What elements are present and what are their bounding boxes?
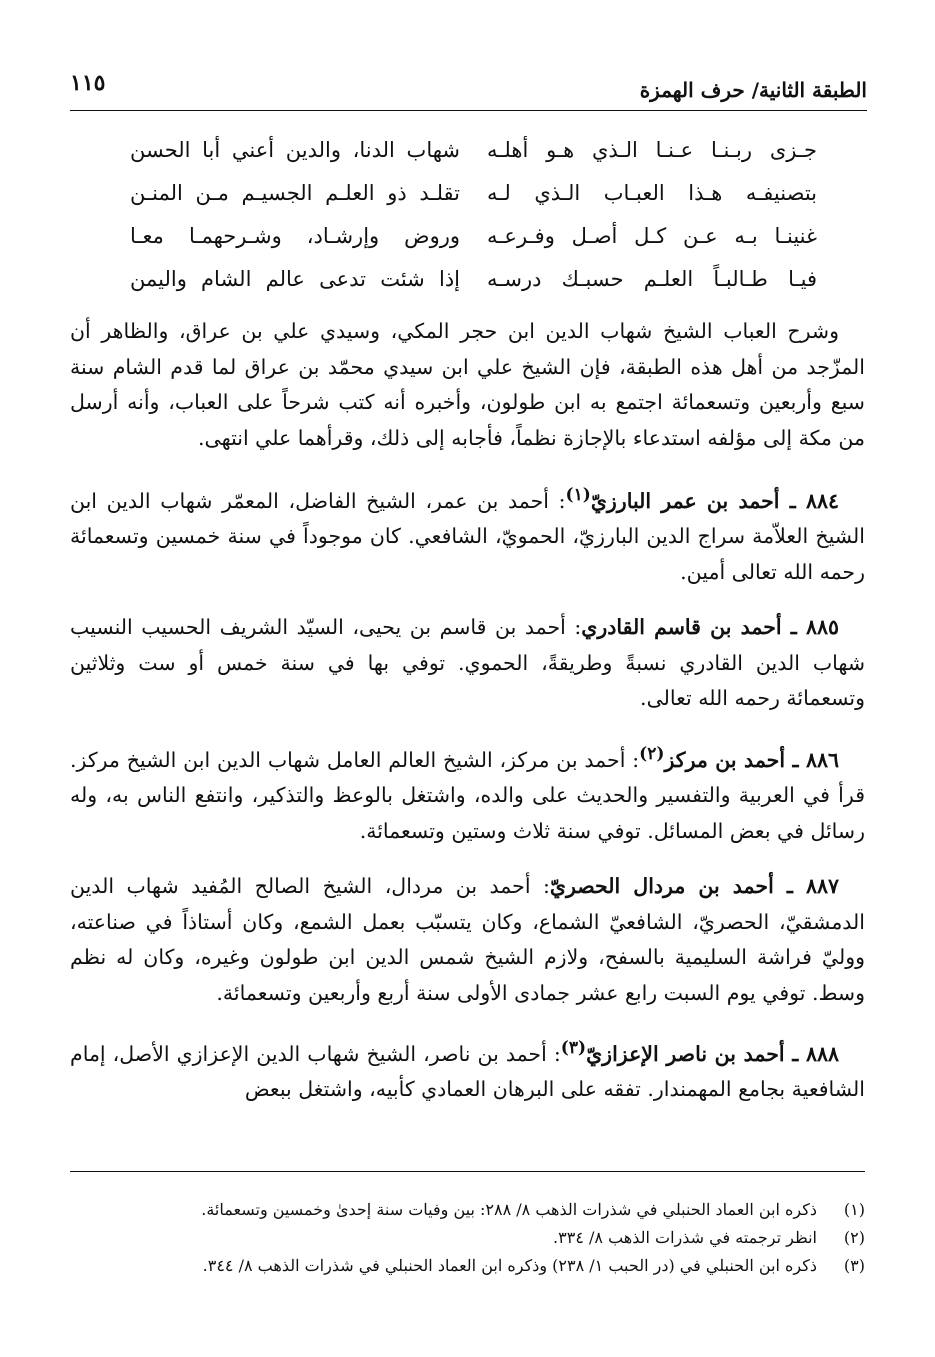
footnote-text: ذكره ابن الحنبلي في (در الحبب ١/ ٢٣٨) وذكره ابن العماد الحنبلي في شذرات الذهب ٨/ ٣٤٤.: [202, 1256, 817, 1275]
footnote-text: انظر ترجمته في شذرات الذهب ٨/ ٣٣٤.: [553, 1228, 817, 1247]
entry-number: ٨٨٦ ـ: [792, 747, 839, 772]
footnote-text: ذكره ابن العماد الحنبلي في شذرات الذهب ٨/ ٢٨٨: بين وفيات سنة إحدىٰ وخمسين وتسعمائة.: [201, 1200, 817, 1219]
verse-first-hemistich: جـزى ربـنـا عـنـا الـذي هـو أهلـه: [487, 138, 817, 162]
entry-text: : أحمد بن عمر، الشيخ الفاضل، المعمّر شهاب الدين ابن الشيخ العلاّمة سراج الدين البارزيّ، الحمويّ، الشافعي. كان موجوداً في سنة خمسين وتسعمائة رحمه الله تعالى أمين.: [70, 488, 865, 584]
poem-verse: [130, 267, 817, 310]
footnote-divider: [70, 1171, 865, 1172]
poem-verse: [130, 224, 817, 267]
verse-second-hemistich: إذا شئت تدعى عالم الشام واليمن: [130, 267, 460, 291]
entry-number: ٨٨٥ ـ: [790, 615, 839, 640]
entry-text: : أحمد بن قاسم بن يحيى، السيّد الشريف الحسيب النسيب شهاب الدين القادري نسبةً وطريقةً، الحموي. توفي بها في سنة خمس أو ست وثلاثين وتسعمائة رحمه الله تعالى.: [70, 615, 865, 711]
footnote: [70, 1252, 865, 1280]
poem-verse: [130, 181, 817, 224]
entry-885: [70, 610, 865, 717]
footnotes: [70, 1196, 865, 1280]
entry-text: : أحمد بن مردال، الشيخ الصالح المُفيد شهاب الدين الدمشقيّ، الحصريّ، الشافعيّ الشماع، وكان يتسبّب بعمل الشمع، وكان أستاذاً في صناعته، ووليّ فراشة السليمية بالسفح، ولازم الشيخ شمس الدين ابن طولون وغيره، وكان له نظم وسط. توفي يوم السبت رابع عشر جمادى الأولى سنة أربع وأربعين وتسعمائة.: [70, 874, 865, 1005]
intro-paragraph: وشرح العباب الشيخ شهاب الدين ابن حجر المكي، وسيدي علي بن عراق، والظاهر أن المزّجد من أهل هذه الطبقة، فإن الشيخ علي ابن سيدي محمّد بن عراق لما قدم الشام سنة سبع وأربعين وتسعمائة اجتمع به ابن طولون، وأخبره أنه كتب شرحاً على العباب، وأنه أرسل من مكة إلى مؤلفه استدعاء بالإجازة نظماً، فأجابه إلى ذلك، وقرأهما علي انتهى.: [70, 319, 865, 450]
poem: [130, 138, 817, 310]
verse-second-hemistich: وروض وإرشـاد، وشـرحهمـا معـا: [130, 224, 460, 248]
verse-second-hemistich: شهاب الدنا، والدين أعني أبا الحسن: [130, 138, 460, 162]
entry-number: ٨٨٧ ـ: [786, 874, 839, 899]
page-header: [70, 64, 867, 111]
footnote-number: (١): [843, 1200, 865, 1219]
entry-name: أحمد بن عمر البارزيّ: [590, 488, 780, 513]
entry-name: أحمد بن مركز: [664, 747, 786, 772]
footnote-number: (٣): [843, 1256, 865, 1275]
entry-name: أحمد بن قاسم القادري: [581, 615, 782, 640]
running-title: الطبقة الثانية/ حرف الهمزة: [639, 78, 867, 102]
page-number: ١١٥: [70, 70, 106, 96]
verse-second-hemistich: تقلـد ذو العلـم الجسيـم مـن المنـن: [130, 181, 460, 205]
footnote-number: (٢): [843, 1228, 865, 1247]
footnote-ref: (٣): [560, 1038, 587, 1059]
verse-first-hemistich: غنينـا بـه عـن كـل أصـل وفـرعـه: [487, 224, 817, 248]
main-text: [70, 314, 865, 1128]
verse-first-hemistich: فيـا طـالبـاً العلـم حسبـك درسـه: [487, 267, 817, 291]
entry-884: [70, 478, 865, 590]
entry-887: [70, 869, 865, 1011]
entry-888: [70, 1031, 865, 1108]
entry-name: أحمد بن مردال الحصريّ: [549, 874, 774, 899]
entry-text: : أحمد بن ناصر، الشيخ شهاب الدين الإعزازي الأصل، إمام الشافعية بجامع المهمندار. تفقه على البرهان العمادي كأبيه، واشتغل ببعض: [70, 1041, 865, 1102]
entry-886: [70, 737, 865, 849]
footnote: [70, 1196, 865, 1224]
entry-text: : أحمد بن مركز، الشيخ العالم العامل شهاب الدين ابن الشيخ مركز. قرأ في العربية والتفسير والحديث على والده، واشتغل بالوعظ والتذكير، وانتفع الناس به، وله رسائل في بعض المسائل. توفي سنة ثلاث وستين وتسعمائة.: [70, 747, 865, 843]
entry-name: أحمد بن ناصر الإعزازيّ: [586, 1041, 785, 1066]
verse-first-hemistich: بتصنيفـه هـذا العبـاب الـذي لـه: [487, 181, 817, 205]
footnote-ref: (٢): [639, 743, 665, 764]
poem-verse: [130, 138, 817, 181]
footnote-ref: (١): [565, 485, 591, 505]
entry-number: ٨٨٨ ـ: [792, 1041, 839, 1066]
entry-number: ٨٨٤ ـ: [789, 488, 839, 513]
footnote: [70, 1224, 865, 1252]
